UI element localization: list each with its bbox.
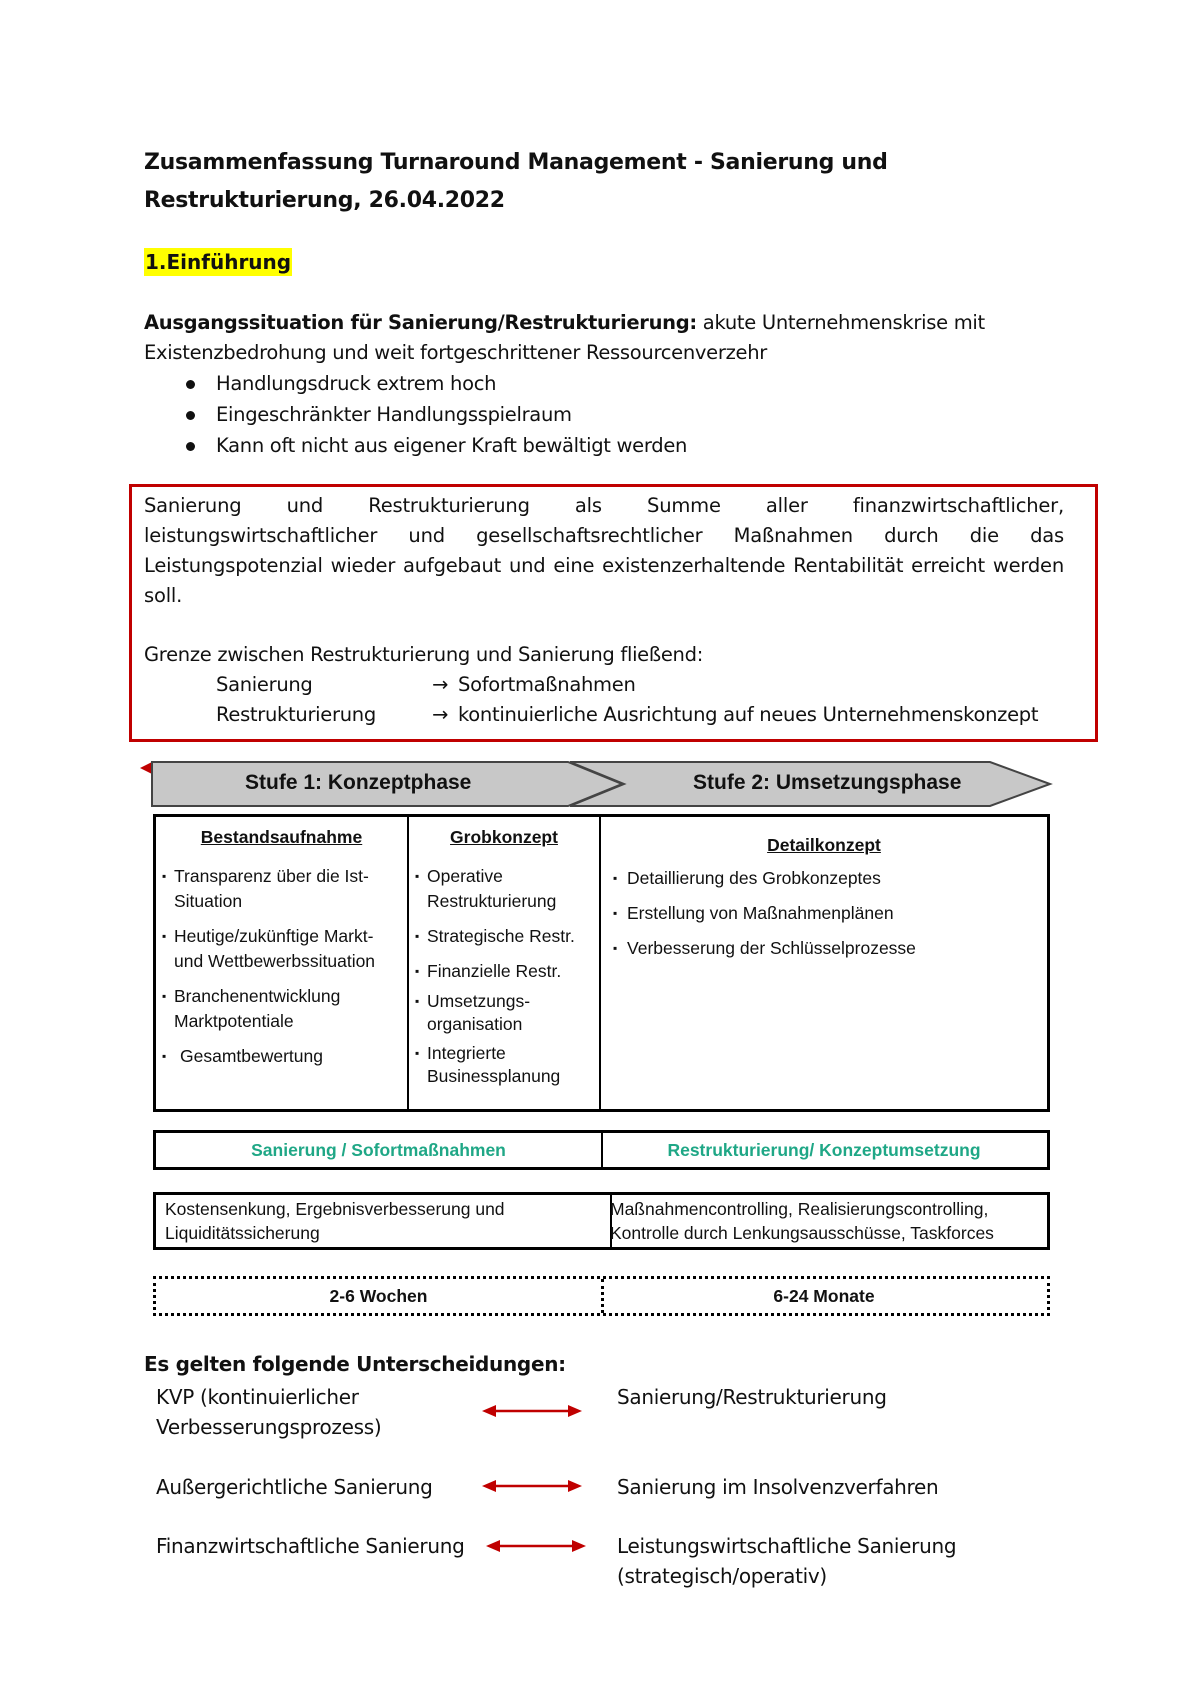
diff-right-1: Sanierung/Restrukturierung xyxy=(617,1385,887,1409)
list-item: ▪ Transparenz über die Ist-Situation xyxy=(156,864,407,914)
list-item: Handlungsdruck extrem hoch xyxy=(180,368,687,399)
list-item: Eingeschränkter Handlungsspielraum xyxy=(180,399,687,430)
list-item: ▪ Finanzielle Restr. xyxy=(409,959,599,984)
phase-left: Sanierung / Sofortmaßnahmen xyxy=(156,1133,603,1167)
diff-left-3: Finanzwirtschaftliche Sanierung xyxy=(156,1534,465,1558)
concept-table xyxy=(153,814,1050,1112)
list-item: ▪ Detaillierung des Grobkonzeptes xyxy=(601,866,1047,891)
arrow-right-icon: → xyxy=(432,703,449,726)
column-bestandsaufnahme xyxy=(156,817,409,1109)
diff-left-2: Außergerichtliche Sanierung xyxy=(156,1475,433,1499)
intro-label: Ausgangssituation für Sanierung/Restrukturierung: xyxy=(144,311,697,334)
duration-right: 6-24 Monate xyxy=(773,1285,875,1306)
stage2-label: Stufe 2: Umsetzungsphase xyxy=(693,771,962,794)
list-item: ▪ Gesamtbewertung xyxy=(156,1044,407,1069)
list-item: Kann oft nicht aus eigener Kraft bewältigt werden xyxy=(180,430,687,461)
double-arrow-icon xyxy=(482,1402,582,1420)
page-title: Zusammenfassung Turnaround Management - Sanierung und Restrukturierung, 26.04.2022 xyxy=(144,150,888,213)
column-detailkonzept xyxy=(601,817,1047,1109)
phase-bar xyxy=(153,1130,1050,1170)
grenze-text: Grenze zwischen Restrukturierung und Sanierung fließend: xyxy=(144,643,703,666)
list-item: ▪ Heutige/zukünftige Markt- und Wettbewerbssituation xyxy=(156,924,407,974)
column-heading: Grobkonzept xyxy=(450,827,558,847)
intro-paragraph xyxy=(144,308,1064,368)
intro-text: akute Unternehmenskrise mit Existenzbedrohung und weit fortgeschrittener Ressourcenverzehr xyxy=(144,311,985,364)
definition-text: Sanierung und Restrukturierung als Summe aller finanzwirtschaftlicher, leistungswirtschaftlicher und gesellschaftsrechtlicher Maßnahmen durch die das Leistungspotenzial wieder aufgebaut und eine existenzerhaltende Rentabilität erreicht werden soll. xyxy=(144,494,1064,607)
row-desc-sanierung: Sofortmaßnahmen xyxy=(458,673,636,696)
diff-right-3: Leistungswirtschaftliche Sanierung (strategisch/operativ) xyxy=(617,1534,957,1588)
phase-right: Restrukturierung/ Konzeptumsetzung xyxy=(667,1139,981,1160)
list-item: ▪ Umsetzungs-organisation xyxy=(409,990,557,1036)
list-item: ▪ Verbesserung der Schlüsselprozesse xyxy=(601,936,1047,961)
list-item: ▪ Branchenentwicklung Marktpotentiale xyxy=(156,984,344,1034)
duration-left: 2-6 Wochen xyxy=(156,1279,604,1313)
description-box xyxy=(153,1192,1050,1250)
stage1-label: Stufe 1: Konzeptphase xyxy=(245,771,472,794)
list-item: ▪ Strategische Restr. xyxy=(409,924,599,949)
desc-left: Kostensenkung, Ergebnisverbesserung und Liquiditätssicherung xyxy=(156,1195,612,1247)
arrow-right-icon: → xyxy=(432,673,449,696)
column-grobkonzept xyxy=(409,817,601,1109)
differences-heading: Es gelten folgende Unterscheidungen: xyxy=(144,1352,566,1376)
column-heading: Bestandsaufnahme xyxy=(200,827,363,847)
diff-left-1: KVP (kontinuierlicher Verbesserungsprozess) xyxy=(156,1385,382,1439)
desc-right: Maßnahmencontrolling, Realisierungscontrolling, Kontrolle durch Lenkungsausschüsse, Taskforces xyxy=(610,1199,994,1243)
double-arrow-icon xyxy=(482,1477,582,1495)
bullet-list xyxy=(180,368,687,461)
section-heading: 1.Einführung xyxy=(145,250,292,274)
duration-bar xyxy=(153,1276,1050,1316)
column-heading: Detailkonzept xyxy=(767,835,881,855)
double-arrow-icon xyxy=(486,1537,586,1555)
diff-right-2: Sanierung im Insolvenzverfahren xyxy=(617,1475,939,1499)
list-item: ▪ Operative Restrukturierung xyxy=(409,864,577,914)
row-term-sanierung: Sanierung xyxy=(216,673,313,696)
row-term-restrukturierung: Restrukturierung xyxy=(216,703,376,726)
list-item: ▪ Erstellung von Maßnahmenplänen xyxy=(601,901,1047,926)
row-desc-restrukturierung: kontinuierliche Ausrichtung auf neues Unternehmenskonzept xyxy=(458,703,1039,726)
list-item: ▪ Integrierte Businessplanung xyxy=(409,1042,577,1088)
